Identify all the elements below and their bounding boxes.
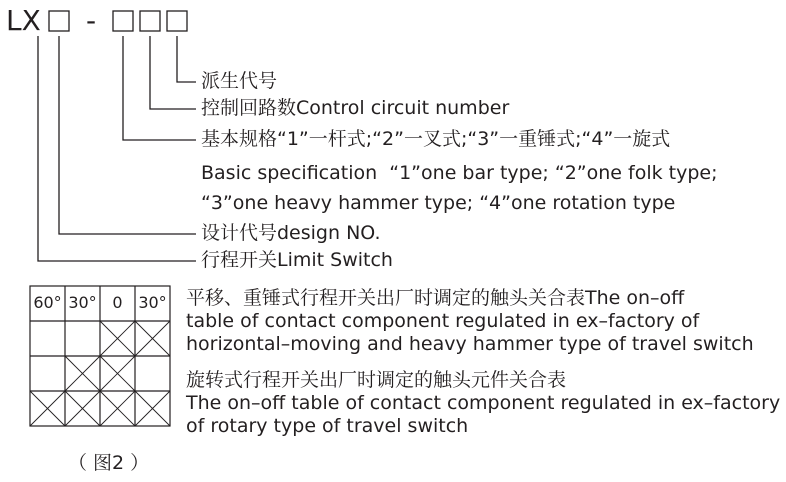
leader-design [59, 36, 196, 234]
model-dash: - [86, 4, 97, 37]
desc2-line3: of rotary type of travel switch [186, 415, 469, 437]
desc1-line3: horizontal–moving and heavy hammer type of travel switch [186, 333, 754, 355]
leader-spec [123, 36, 196, 140]
desc2-line2: The on–off table of contact component regulated in ex–factory [186, 392, 781, 414]
desc1-line1: 平移、重锤式行程开关出厂时调定的触头关合表The on–off [186, 287, 685, 309]
label-control-circuits: 控制回路数Control circuit number [201, 97, 510, 119]
label-limit-switch: 行程开关Limit Switch [201, 249, 393, 271]
label-basic-spec-en-1: Basic specification “1”one bar type; “2”one folk type; [201, 162, 718, 184]
box-spec [113, 11, 133, 31]
table-header-0: 0 [112, 293, 123, 312]
desc2-line1: 旋转式行程开关出厂时调定的触头元件关合表 [186, 369, 567, 391]
desc1-line2: table of contact component regulated in ex–factory of [186, 310, 700, 332]
model-prefix: LX [6, 4, 41, 37]
leader-circuits [150, 36, 196, 109]
label-basic-spec-cn: 基本规格“1”一杆式;“2”一叉式;“3”一重锤式;“4”一旋式 [201, 128, 671, 150]
box-derived [167, 11, 187, 31]
leader-limit [38, 36, 196, 261]
table-header-30b: 30° [138, 293, 167, 312]
table-header-30a: 30° [68, 293, 97, 312]
label-basic-spec-en-2: “3”one heavy hammer type; “4”one rotation type [201, 192, 676, 214]
table-header-60: 60° [33, 293, 62, 312]
label-derived-code: 派生代号 [201, 70, 278, 92]
leader-derived [177, 36, 196, 82]
box-design [49, 11, 69, 31]
label-design-no: 设计代号design NO. [201, 222, 381, 244]
figure-caption: （ 图2 ） [68, 452, 150, 474]
box-circuit [140, 11, 160, 31]
